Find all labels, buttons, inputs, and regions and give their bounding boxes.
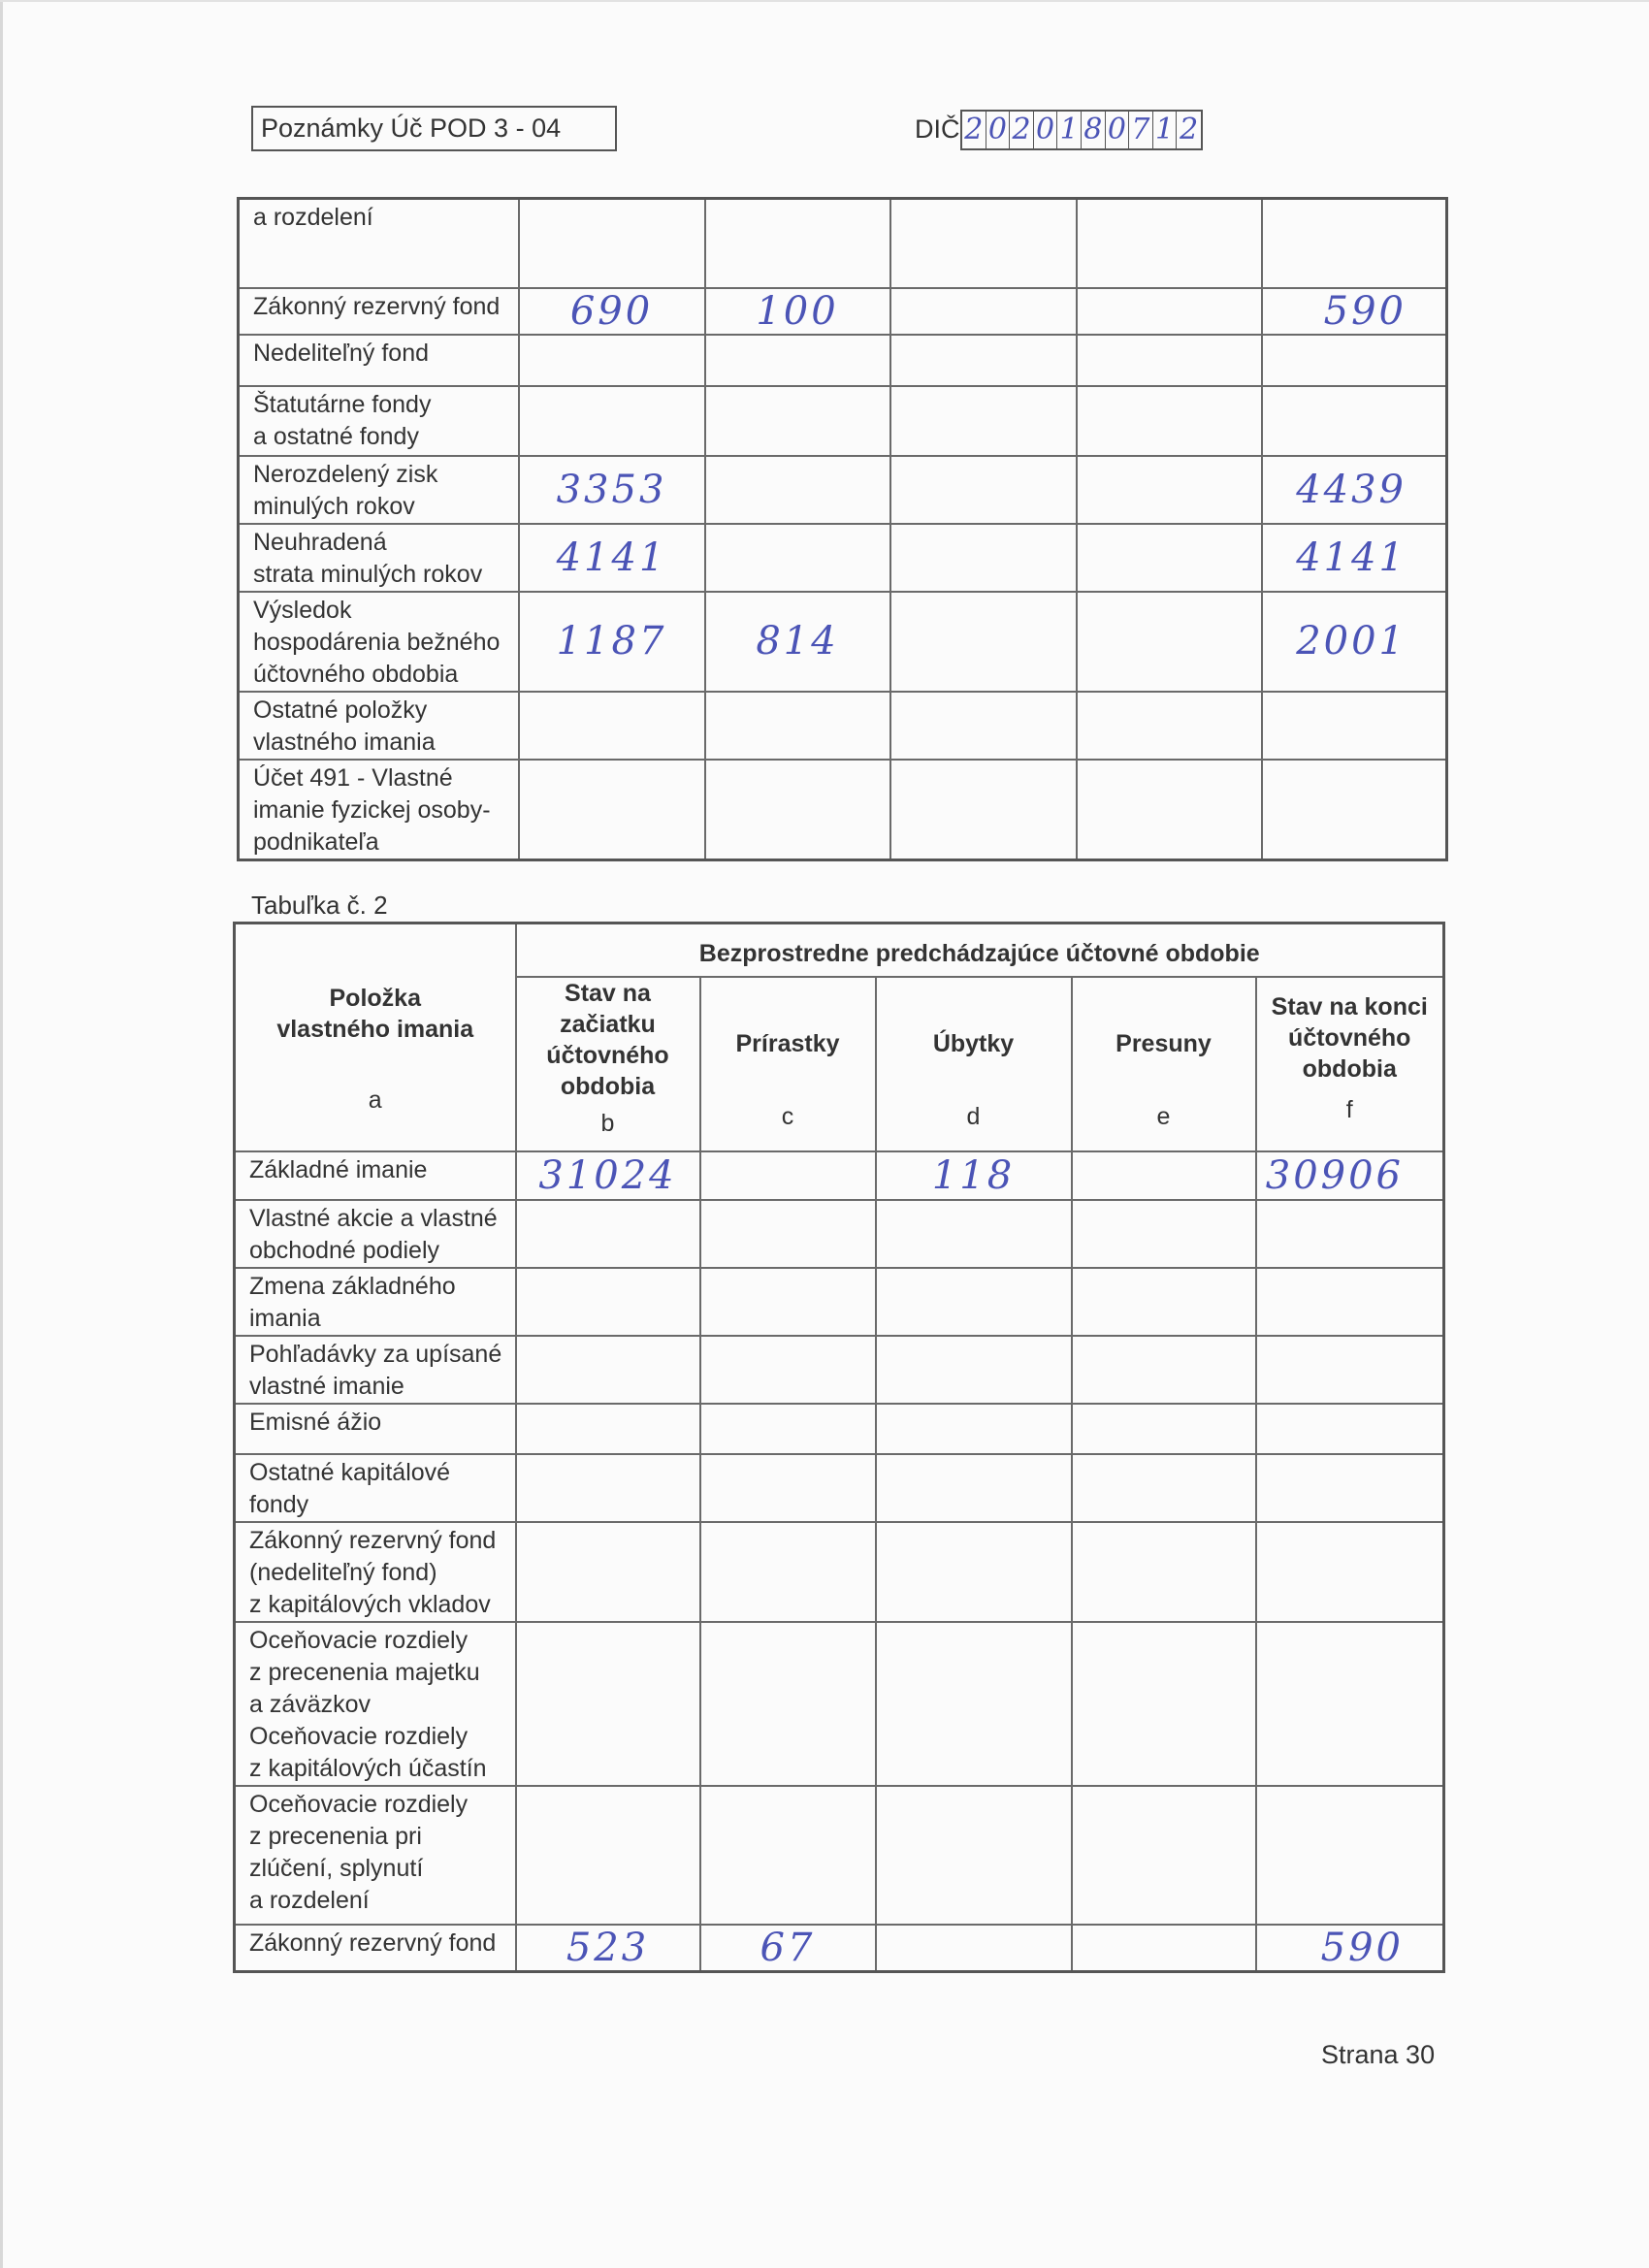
- cell-c: [705, 199, 890, 288]
- col-header-b: [516, 977, 700, 1151]
- cell-f: [1256, 1200, 1444, 1268]
- item-header-title: Položka vlastného imania: [276, 985, 474, 1043]
- cell-d: [876, 1336, 1072, 1404]
- table-row: [235, 1151, 1444, 1200]
- col-header-f: [1256, 977, 1444, 1151]
- row-label: Zákonný rezervný fond (nedeliteľný fond) z kapitálových vkladov: [235, 1522, 516, 1622]
- col-title: Úbytky: [932, 1029, 1015, 1057]
- col-header-c: [700, 977, 876, 1151]
- cell-c: [700, 1268, 876, 1336]
- table-row: [235, 1522, 1444, 1622]
- cell-b: [519, 386, 705, 456]
- cell-c: [700, 1200, 876, 1268]
- table-row: [239, 524, 1447, 592]
- col-letter: c: [781, 1102, 794, 1130]
- cell-b: [519, 760, 705, 860]
- col-letter: e: [1156, 1102, 1171, 1130]
- col-letter: f: [1345, 1095, 1353, 1123]
- cell-c: 100: [705, 288, 890, 335]
- cell-d: [890, 692, 1077, 760]
- cell-f: 590: [1262, 288, 1447, 335]
- dic-digit: 2: [1180, 113, 1199, 146]
- cell-c: 67: [700, 1925, 876, 1972]
- row-label: Pohľadávky za upísané vlastné imanie: [235, 1336, 516, 1404]
- table-row: [235, 1622, 1444, 1786]
- cell-c: [705, 692, 890, 760]
- dic-digit: 8: [1082, 112, 1106, 148]
- cell-e: [1072, 1925, 1256, 1972]
- cell-f: [1256, 1622, 1444, 1786]
- cell-b: [516, 1336, 700, 1404]
- col-letter: b: [600, 1109, 615, 1137]
- cell-e: [1077, 592, 1262, 692]
- dic-digit: 1: [1057, 112, 1082, 148]
- cell-e: [1072, 1522, 1256, 1622]
- cell-d: [876, 1925, 1072, 1972]
- cell-e: [1077, 386, 1262, 456]
- row-label: Neuhradená strata minulých rokov: [239, 524, 519, 592]
- cell-f: [1256, 1454, 1444, 1522]
- cell-e: [1077, 335, 1262, 386]
- scan-edge: [0, 0, 3, 2268]
- table-row: [239, 386, 1447, 456]
- cell-c: 814: [705, 592, 890, 692]
- col-letter: d: [966, 1102, 981, 1130]
- cell-d: [876, 1522, 1072, 1622]
- cell-e: [1072, 1200, 1256, 1268]
- cell-c: [700, 1786, 876, 1925]
- table-row: [235, 1925, 1444, 1972]
- cell-b: 4141: [519, 524, 705, 592]
- cell-e: [1077, 456, 1262, 524]
- cell-d: [890, 386, 1077, 456]
- cell-d: [890, 288, 1077, 335]
- cell-b: 31024: [516, 1151, 700, 1200]
- cell-b: 690: [519, 288, 705, 335]
- row-label: Zmena základného imania: [235, 1268, 516, 1336]
- table-row: [239, 760, 1447, 860]
- cell-f: [1256, 1786, 1444, 1925]
- cell-e: [1077, 288, 1262, 335]
- cell-d: 118: [876, 1151, 1072, 1200]
- row-label: Oceňovacie rozdiely z precenenia pri zlúčení, splynutí a rozdelení: [235, 1786, 516, 1925]
- cell-f: [1262, 692, 1447, 760]
- cell-f: [1256, 1268, 1444, 1336]
- cell-c: [705, 524, 890, 592]
- row-label: Štatutárne fondy a ostatné fondy: [239, 386, 519, 456]
- row-label: Emisné ážio: [235, 1404, 516, 1454]
- cell-d: [876, 1404, 1072, 1454]
- row-label: Oceňovacie rozdiely z precenenia majetku a záväzkov Oceňovacie rozdiely z kapitálových účastín: [235, 1622, 516, 1786]
- table-caption: Tabuľka č. 2: [251, 891, 388, 920]
- dic-digit: 0: [986, 112, 1011, 148]
- col-header-d: [876, 977, 1072, 1151]
- cell-e: [1072, 1786, 1256, 1925]
- row-label: Nedeliteľný fond: [239, 335, 519, 386]
- row-label: Základné imanie: [235, 1151, 516, 1200]
- period-header: Bezprostredne predchádzajúce účtovné obdobie: [516, 923, 1444, 977]
- table-row: [235, 1200, 1444, 1268]
- cell-d: [890, 760, 1077, 860]
- dic-digit: 1: [1153, 112, 1178, 148]
- cell-e: [1077, 524, 1262, 592]
- dic-label: DIČ: [915, 114, 960, 144]
- col-title: Prírastky: [735, 1029, 840, 1057]
- cell-f: [1256, 1336, 1444, 1404]
- cell-b: [516, 1622, 700, 1786]
- cell-d: [876, 1454, 1072, 1522]
- cell-f: [1262, 335, 1447, 386]
- dic-digit: 2: [962, 112, 986, 148]
- row-label: Nerozdelený zisk minulých rokov: [239, 456, 519, 524]
- cell-b: [516, 1522, 700, 1622]
- cell-d: [890, 335, 1077, 386]
- cell-e: [1072, 1404, 1256, 1454]
- cell-e: [1072, 1622, 1256, 1786]
- item-header-letter: a: [368, 1086, 382, 1114]
- page-number: Strana 30: [1321, 2040, 1436, 2069]
- cell-d: [890, 592, 1077, 692]
- cell-f: 4439: [1262, 456, 1447, 524]
- cell-b: [519, 692, 705, 760]
- cell-f: [1256, 1404, 1444, 1454]
- cell-c: [700, 1336, 876, 1404]
- cell-b: 3353: [519, 456, 705, 524]
- cell-d: [876, 1786, 1072, 1925]
- col-title: Stav na začiatku účtovného obdobia: [546, 979, 669, 1100]
- cell-c: [705, 335, 890, 386]
- table-row: [239, 335, 1447, 386]
- cell-c: [700, 1522, 876, 1622]
- cell-f: 4141: [1262, 524, 1447, 592]
- dic-digit: 0: [1034, 112, 1058, 148]
- cell-b: 1187: [519, 592, 705, 692]
- row-label: Ostatné kapitálové fondy: [235, 1454, 516, 1522]
- cell-b: [516, 1200, 700, 1268]
- cell-c: [705, 456, 890, 524]
- table-row: [239, 456, 1447, 524]
- table-row: [239, 199, 1447, 288]
- cell-b: [516, 1454, 700, 1522]
- cell-e: [1077, 692, 1262, 760]
- cell-c: [700, 1454, 876, 1522]
- cell-f: [1262, 760, 1447, 860]
- table-row: [239, 592, 1447, 692]
- col-title: Stav na konci účtovného obdobia: [1271, 992, 1428, 1083]
- table-row: [235, 1454, 1444, 1522]
- cell-b: 523: [516, 1925, 700, 1972]
- cell-b: [516, 1268, 700, 1336]
- table-row: [235, 1786, 1444, 1925]
- item-column-header: [235, 923, 516, 1151]
- cell-d: [890, 199, 1077, 288]
- cell-e: [1072, 1268, 1256, 1336]
- cell-e: [1072, 1336, 1256, 1404]
- cell-e: [1077, 760, 1262, 860]
- col-title: Presuny: [1116, 1029, 1212, 1057]
- cell-d: [890, 456, 1077, 524]
- cell-f: 30906: [1256, 1151, 1444, 1200]
- cell-c: [700, 1404, 876, 1454]
- cell-b: [516, 1404, 700, 1454]
- cell-f: 2001: [1262, 592, 1447, 692]
- cell-f: 590: [1256, 1925, 1444, 1972]
- table-row: [235, 1336, 1444, 1404]
- col-header-e: [1072, 977, 1256, 1151]
- table-row: [235, 1268, 1444, 1336]
- dic-digit: 7: [1129, 112, 1153, 148]
- dic-digit: 2: [1010, 112, 1034, 148]
- cell-c: [700, 1151, 876, 1200]
- cell-b: [516, 1786, 700, 1925]
- form-code-box: Poznámky Úč POD 3 - 04: [251, 106, 617, 151]
- cell-f: [1256, 1522, 1444, 1622]
- table-row: [235, 1404, 1444, 1454]
- table-row: [239, 288, 1447, 335]
- cell-d: [876, 1200, 1072, 1268]
- table-row: [239, 692, 1447, 760]
- row-label: Zákonný rezervný fond: [239, 288, 519, 335]
- equity-table-current: [237, 197, 1448, 861]
- equity-table-previous: [233, 922, 1445, 1973]
- row-label: Vlastné akcie a vlastné obchodné podiely: [235, 1200, 516, 1268]
- cell-e: [1072, 1454, 1256, 1522]
- cell-c: [705, 760, 890, 860]
- cell-d: [876, 1622, 1072, 1786]
- cell-f: [1262, 199, 1447, 288]
- row-label: Zákonný rezervný fond: [235, 1925, 516, 1972]
- cell-e: [1077, 199, 1262, 288]
- cell-b: [519, 335, 705, 386]
- dic-digit: 0: [1106, 112, 1130, 148]
- row-label: a rozdelení: [239, 199, 519, 288]
- cell-c: [700, 1622, 876, 1786]
- row-label: Ostatné položky vlastného imania: [239, 692, 519, 760]
- row-label: Výsledok hospodárenia bežného účtovného obdobia: [239, 592, 519, 692]
- row-label: Účet 491 - Vlastné imanie fyzickej osoby- podnikateľa: [239, 760, 519, 860]
- cell-b: [519, 199, 705, 288]
- cell-f: [1262, 386, 1447, 456]
- dic-digit-boxes: [960, 110, 1203, 150]
- cell-c: [705, 386, 890, 456]
- scan-top-edge: [0, 0, 1649, 2]
- cell-d: [876, 1268, 1072, 1336]
- cell-e: [1072, 1151, 1256, 1200]
- cell-d: [890, 524, 1077, 592]
